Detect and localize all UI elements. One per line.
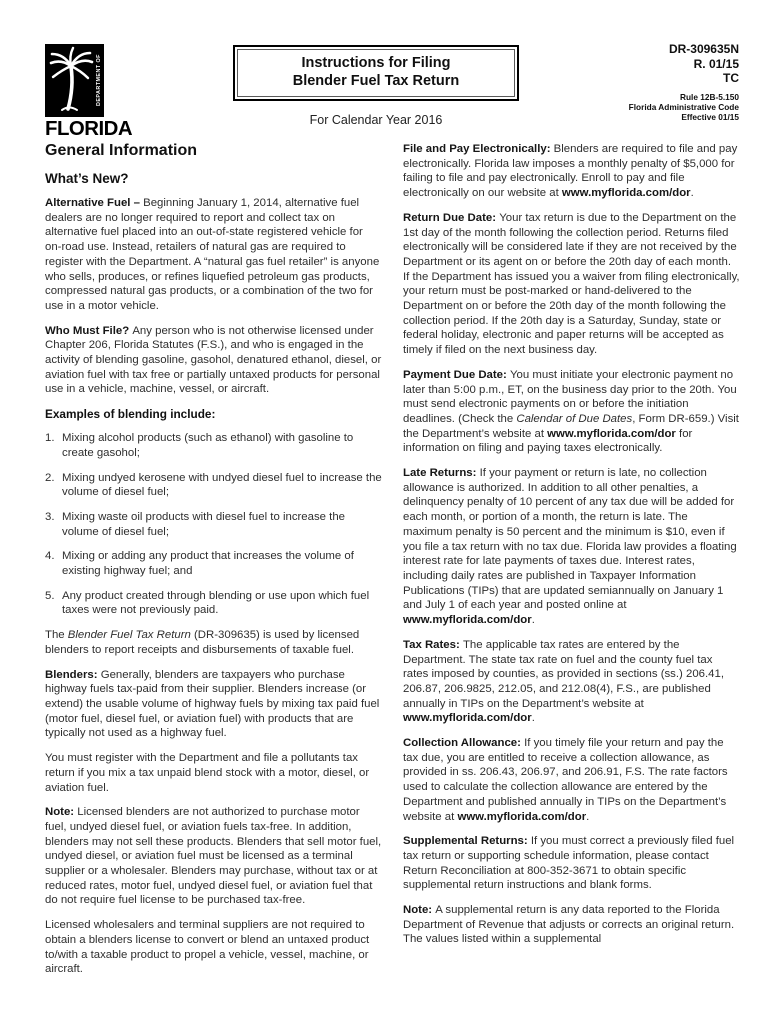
logo-florida-text: FLORIDA xyxy=(45,118,133,140)
section-heading: What’s New? xyxy=(45,171,129,186)
website-url: www.myflorida.com/dor xyxy=(403,712,532,725)
text-segment: Blenders are required to file and pay electronically. Florida law imposes a monthly penalty of $5,000 for failing to file and pay electronically. Enroll to pay and file electronically on our website at xyxy=(403,143,738,200)
text-segment: Mixing alcohol products (such as ethanol) with gasoline to create gasohol; xyxy=(62,432,354,459)
text-segment: . xyxy=(690,187,694,200)
website-url: www.myflorida.com/dor xyxy=(403,614,532,627)
text-segment: (DR-309635) is used by licensed blenders to report receipts and disbursements of taxable fuel. xyxy=(45,629,360,656)
website-url: www.myflorida.com/dor xyxy=(547,427,676,440)
text-segment: The applicable tax rates are entered by the Department. The state tax rate on fuel and the county fuel tax rates imposed by counties, as provided in sections (ss.) 206.41, 206.87, 206.9825, 212.05, and 212.08(4), F.S., are published annually in TIPs on the Department’s website at xyxy=(403,638,725,710)
text-segment: If you timely file your return and pay the tax due, you are entitled to receive a collection allowance, as provided in ss. 206.43, 206.97, and 206.91, F.S. The rate factors used to calculate the collection allowance are entered by the Department and published annually in TIPs on the Department’s website at xyxy=(403,737,728,823)
admin-code-label: Florida Administrative Code xyxy=(628,101,739,112)
list-item-text xyxy=(62,510,382,539)
text-segment: Mixing or adding any product that increases the volume of existing highway fuel; and xyxy=(62,550,354,578)
text-segment: . xyxy=(531,614,535,627)
form-codes-block xyxy=(629,42,739,122)
effective-date: Effective 01/15 xyxy=(681,111,739,122)
website-url: www.myflorida.com/dor xyxy=(457,810,587,823)
rule-number: Rule 12B-5.150 xyxy=(679,91,739,102)
paragraph xyxy=(403,211,740,358)
form-number: DR-309635N xyxy=(668,42,739,56)
section-heading: General Information xyxy=(45,142,198,159)
text-segment: The xyxy=(45,629,68,642)
text-segment: Any product created through blending or use upon which fuel taxes were not previously paid. xyxy=(62,589,370,617)
paragraph xyxy=(403,142,740,201)
text-segment: Return Due Date: xyxy=(403,211,500,224)
paragraph xyxy=(45,196,382,314)
text-segment: Alternative Fuel – xyxy=(45,197,144,209)
paragraph xyxy=(403,903,740,947)
form-tc-code: TC xyxy=(723,71,739,85)
paragraph xyxy=(45,628,382,657)
calendar-year-subtitle: For Calendar Year 2016 xyxy=(309,113,443,127)
text-segment: . xyxy=(531,712,535,725)
text-segment: Your tax return is due to the Department on the 1st day of the month following the collection period. Returns filed electronically will be considered late if they are not received by the Department or its agent on or before the 20th day of each month. If the Department has issued you a waiver from filing electronically, your return must be post-marked or hand-delivered to the Department on or before the 20th day of the month following the collection period. If the 20th day is a Saturday, Sunday, state or federal holiday, electronic and paper returns will be accepted as timely if filed on the next business day. xyxy=(403,211,740,357)
paragraph xyxy=(403,638,740,726)
text-segment: Tax Rates: xyxy=(403,638,463,651)
paragraph xyxy=(45,918,382,977)
text-segment: Blenders: xyxy=(45,668,101,681)
left-column xyxy=(45,142,382,987)
paragraph xyxy=(403,368,740,456)
text-segment: If you must correct a previously filed fuel tax return or supporting schedule information, please contact Return Reconciliation at 800-352-3671 to obtain specific supplemental return instructions and blank forms. xyxy=(403,835,735,892)
text-segment: Late Returns: xyxy=(403,467,480,480)
text-segment: Payment Due Date: xyxy=(403,368,510,381)
text-segment: Collection Allowance: xyxy=(403,737,525,750)
text-segment: . xyxy=(586,810,590,823)
text-segment: If your payment or return is late, no collection allowance is authorized. In addition to all other penalties, a delinquency penalty of 10 percent of any tax due will be added for each month, or portion of a month, the return is late. The maximum penalty is 50 percent and the minimum is $10, even if you file a tax return with no tax due. Florida law provides a floating interest rate for late payments of taxes due. Interest rates, including daily rates are published in Taxpayer Information Publications (TIPs) that are updated semiannually on January 1 and July 1 of each year and posted online at xyxy=(403,467,737,612)
text-segment: Generally, blenders are taxpayers who purchase highway fuels tax-paid from their supplier. Blenders increase (or extend) the usable volume of highway fuels by mixing tax paid fuel (motor fuel, diesel fuel, or aviation fuel) with products that are typically not used as a highway fuel. xyxy=(45,668,380,740)
form-title-block xyxy=(233,45,519,127)
list-item-text xyxy=(62,589,382,618)
section-heading: Examples of blending include: xyxy=(45,407,216,422)
list-item-number: 2. xyxy=(45,471,55,484)
list-item-number: 3. xyxy=(45,510,55,523)
text-segment: You must initiate your electronic payment no later than 5:00 p.m., ET, on the business day prior to the 20th. You must send electronic payments on or before the initiation deadlines. (Check the xyxy=(403,368,737,425)
text-segment: Beginning January 1, 2014, alternative fuel dealers are no longer required to report and collect tax on alternative fuel placed into an out-of-state registered vehicle for on-road use. Instead, retailers of natural gas are required to register with the Department. A “natural gas fuel retailer” is anyone who sells, produces, or refines liquefied petroleum gas products, compressed natural gas products, or a combination of the two for use in a motor vehicle. xyxy=(45,197,380,312)
text-segment: Note: xyxy=(45,806,78,819)
logo-department-text: DEPARTMENT OF REVENUE xyxy=(96,54,110,107)
list-item-number: 1. xyxy=(45,432,55,445)
list-item xyxy=(45,510,382,539)
list-item-text xyxy=(62,549,382,578)
palm-tree-icon xyxy=(45,44,110,117)
text-segment: Licensed wholesalers and terminal suppliers are not required to obtain a blenders license to convert or blend an untaxed product to/with a taxable product to propel a vehicle, vessel, machine, or aircraft. xyxy=(45,919,370,976)
paragraph xyxy=(403,834,740,893)
paragraph xyxy=(45,324,382,398)
form-title-line1: Instructions for Filing xyxy=(301,55,451,71)
text-segment: You must register with the Department and file a pollutants tax return if you mix a tax unpaid blend stock with a motor, diesel, or aviation fuel. xyxy=(45,752,370,794)
text-segment: Mixing undyed kerosene with undyed diesel fuel to increase the volume of diesel fuel; xyxy=(62,471,382,499)
form-revision: R. 01/15 xyxy=(693,56,739,71)
form-title-line2: Blender Fuel Tax Return xyxy=(292,72,460,89)
text-segment: Who Must File? xyxy=(45,324,133,337)
text-segment: A supplemental return is any data reported to the Florida Department of Revenue that adjusts or corrects an original return. The values listed within a supplemental xyxy=(403,904,735,946)
text-segment: Note: xyxy=(403,904,436,917)
text-segment: File and Pay Electronically: xyxy=(403,143,554,155)
paragraph xyxy=(45,805,382,908)
list-item xyxy=(45,589,382,618)
text-segment: for information on filing and paying taxes electronically. xyxy=(403,427,693,455)
paragraph xyxy=(403,466,740,628)
text-segment: Blender Fuel Tax Return xyxy=(67,629,191,642)
list-item-text xyxy=(62,471,382,500)
right-column xyxy=(403,142,740,987)
text-segment: , Form DR-659.) Visit the Department’s website at xyxy=(403,412,739,440)
title-border-box xyxy=(233,45,519,101)
text-segment: Mixing waste oil products with diesel fuel to increase the volume of diesel fuel; xyxy=(62,510,346,538)
list-item xyxy=(45,471,382,500)
list-item xyxy=(45,431,382,460)
document-body xyxy=(45,142,740,987)
paragraph xyxy=(45,668,382,742)
list-item-text xyxy=(62,431,382,460)
list-item-number: 4. xyxy=(45,550,55,563)
text-segment: Supplemental Returns: xyxy=(403,835,531,848)
text-segment: Any person who is not otherwise licensed under Chapter 206, Florida Statutes (F.S.), and who is engaged in the activity of blending gasoline, gasohol, denatured ethanol, diesel, or aviation fuel with tax free or partially untaxed products for personal use in a vehicle, machine, vessel, or aircraft. xyxy=(45,324,382,396)
list-item xyxy=(45,549,382,578)
text-segment: Licensed blenders are not authorized to purchase motor fuel, undyed diesel fuel, or aviation fuels tax-free. In addition, blenders may not sell these products. Blenders that sell motor fuel, undyed diesel, or aviation fuel must be licensed as a terminal supplier or a wholesaler. Blenders may purchase, without tax or at reduced rates, motor fuel, undyed diesel fuel, or aviation fuel that do not require fuel license to be purchased tax-free. xyxy=(45,806,382,907)
list-item-number: 5. xyxy=(45,589,55,602)
paragraph xyxy=(45,751,382,795)
title-inner-box xyxy=(237,49,515,97)
paragraph xyxy=(403,736,740,824)
website-url: www.myflorida.com/dor xyxy=(561,187,691,200)
text-segment: Calendar of Due Dates xyxy=(516,412,633,425)
florida-dor-logo xyxy=(45,44,133,141)
